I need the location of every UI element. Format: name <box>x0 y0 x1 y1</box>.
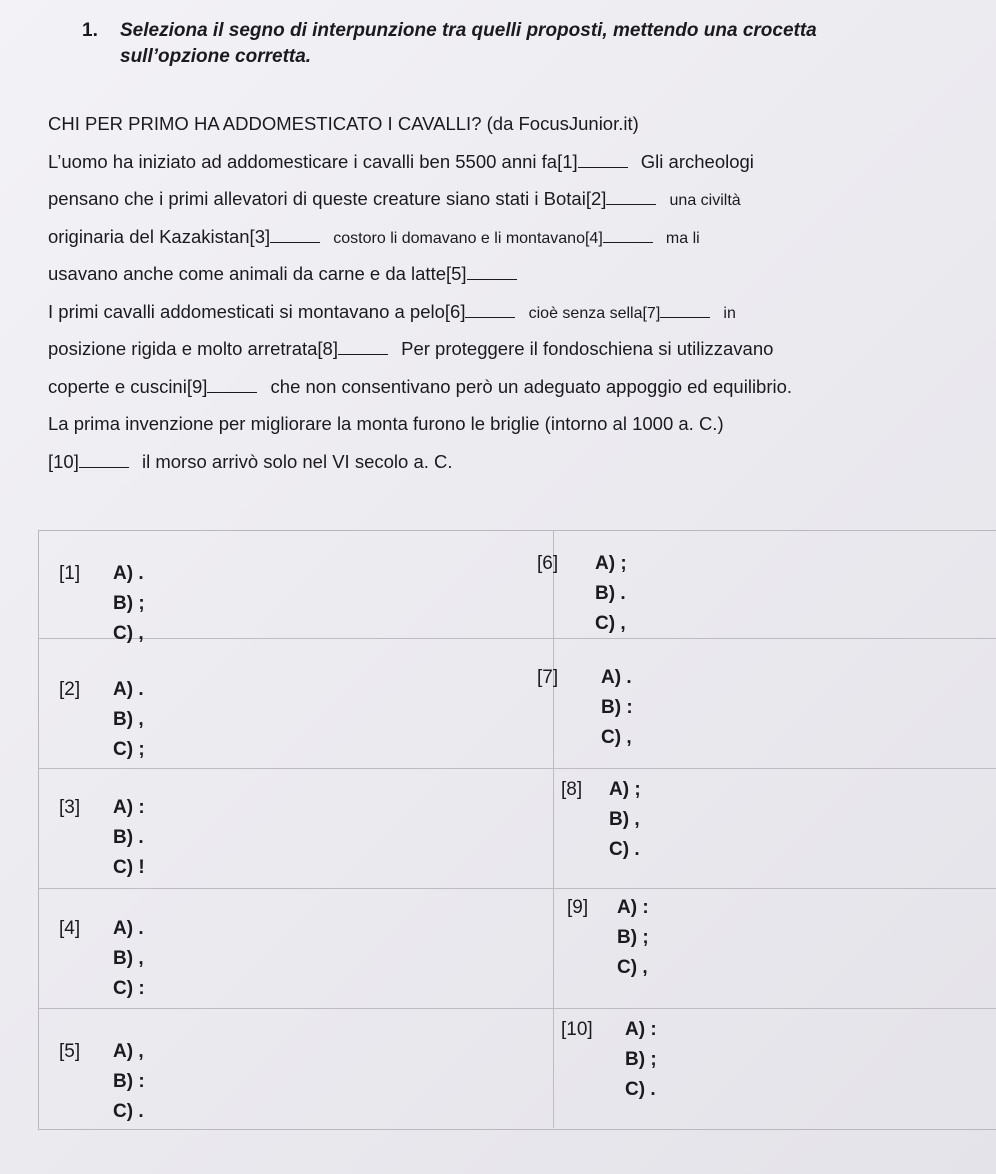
table-row-divider <box>39 768 996 769</box>
option-number: [8] <box>561 779 583 800</box>
option-4-b[interactable]: B) , <box>113 948 144 969</box>
answer-blank-9[interactable] <box>207 378 257 393</box>
answer-blank-8[interactable] <box>338 340 388 355</box>
table-row-divider <box>39 888 996 889</box>
answer-blank-5[interactable] <box>467 265 517 280</box>
passage-line <box>48 148 978 186</box>
passage-text: Gli archeologi <box>640 150 754 172</box>
option-list <box>617 893 649 983</box>
option-number: [9] <box>567 897 589 918</box>
passage-text: originaria del Kazakistan[3] <box>48 225 271 247</box>
passage-line <box>48 223 978 261</box>
passage-text: costoro li domavano e li montavano[4] <box>333 229 603 247</box>
option-10-b[interactable]: B) ; <box>625 1049 657 1070</box>
passage-line <box>48 410 978 448</box>
option-10-c[interactable]: C) . <box>625 1079 656 1100</box>
passage-text: [10] <box>48 450 79 472</box>
passage-text: che non consentivano però un adeguato appoggio ed equilibrio. <box>270 375 793 397</box>
option-list <box>113 559 145 649</box>
question-instruction-line-2: sull’opzione corretta. <box>120 46 312 67</box>
option-1-a[interactable]: A) . <box>113 563 144 584</box>
option-list <box>595 549 627 639</box>
option-3-c[interactable]: C) ! <box>113 857 145 878</box>
option-8-b[interactable]: B) , <box>609 809 640 830</box>
option-2-c[interactable]: C) ; <box>113 739 145 760</box>
passage-line <box>48 298 978 336</box>
option-9-c[interactable]: C) , <box>617 957 648 978</box>
option-6-b[interactable]: B) . <box>595 583 626 604</box>
option-number: [2] <box>59 679 81 700</box>
passage-line <box>48 260 978 298</box>
option-4-c[interactable]: C) : <box>113 978 145 999</box>
passage-text: cioè senza sella[7] <box>528 304 661 322</box>
passage-line <box>48 373 978 411</box>
passage <box>48 110 978 485</box>
table-row-divider <box>39 1008 996 1009</box>
answer-blank-2[interactable] <box>606 190 656 205</box>
option-1-c[interactable]: C) , <box>113 623 144 644</box>
table-column-divider <box>553 531 554 1128</box>
option-9-b[interactable]: B) ; <box>617 927 649 948</box>
option-number: [1] <box>59 563 81 584</box>
passage-text: coperte e cuscini[9] <box>48 375 208 397</box>
passage-text: usavano anche come animali da carne e da latte[5] <box>48 263 467 284</box>
option-6-a[interactable]: A) ; <box>595 553 627 574</box>
table-row-divider <box>39 638 996 639</box>
passage-text: Per proteggere il fondoschiena si utilizzavano <box>401 338 774 359</box>
passage-text: ma li <box>665 229 700 247</box>
option-list <box>113 675 145 765</box>
option-number: [6] <box>537 553 559 574</box>
answer-blank-4[interactable] <box>603 228 653 243</box>
option-7-a[interactable]: A) . <box>601 667 632 688</box>
option-8-c[interactable]: C) . <box>609 839 640 860</box>
option-2-a[interactable]: A) . <box>113 679 144 700</box>
option-list <box>113 914 145 1004</box>
passage-line <box>48 185 978 223</box>
question-number: 1. <box>82 20 98 41</box>
passage-text: L’uomo ha iniziato ad addomesticare i cavalli ben 5500 anni fa[1] <box>48 150 578 172</box>
option-number: [3] <box>59 797 81 818</box>
passage-line <box>48 448 978 486</box>
answer-blank-10[interactable] <box>79 453 129 468</box>
option-number: [5] <box>59 1041 81 1062</box>
option-4-a[interactable]: A) . <box>113 918 144 939</box>
option-6-c[interactable]: C) , <box>595 613 626 634</box>
passage-line <box>48 335 978 373</box>
option-3-b[interactable]: B) . <box>113 827 144 848</box>
passage-text: I primi cavalli addomesticati si montavano a pelo[6] <box>48 300 466 322</box>
option-5-a[interactable]: A) , <box>113 1041 144 1062</box>
passage-text: una civiltà <box>669 192 741 209</box>
option-number: [4] <box>59 918 81 939</box>
answer-blank-1[interactable] <box>578 153 628 168</box>
option-10-a[interactable]: A) : <box>625 1019 657 1040</box>
option-3-a[interactable]: A) : <box>113 797 145 818</box>
option-9-a[interactable]: A) : <box>617 897 649 918</box>
answer-blank-6[interactable] <box>465 303 515 318</box>
option-7-b[interactable]: B) : <box>601 697 633 718</box>
option-number: [7] <box>537 667 559 688</box>
option-7-c[interactable]: C) , <box>601 727 632 748</box>
option-8-a[interactable]: A) ; <box>609 779 641 800</box>
option-list <box>601 663 633 753</box>
passage-text: La prima invenzione per migliorare la monta furono le briglie (intorno al 1000 a. C.) <box>48 413 724 434</box>
passage-text: il morso arrivò solo nel VI secolo a. C. <box>142 450 453 472</box>
option-2-b[interactable]: B) , <box>113 709 144 730</box>
answer-blank-3[interactable] <box>270 228 320 243</box>
option-5-c[interactable]: C) . <box>113 1101 144 1122</box>
option-1-b[interactable]: B) ; <box>113 593 145 614</box>
option-list <box>113 1037 145 1127</box>
option-number: [10] <box>561 1019 593 1040</box>
option-list <box>609 775 641 865</box>
passage-text: in <box>723 304 736 322</box>
option-list <box>113 793 145 883</box>
options-table <box>38 530 996 1130</box>
option-5-b[interactable]: B) : <box>113 1071 145 1092</box>
passage-title: CHI PER PRIMO HA ADDOMESTICATO I CAVALLI? (da FocusJunior.it) <box>48 113 639 134</box>
option-list <box>625 1015 657 1105</box>
question-instruction-line-1: Seleziona il segno di interpunzione tra quelli proposti, mettendo una crocetta <box>120 20 817 41</box>
question-header <box>82 18 966 70</box>
passage-text: posizione rigida e molto arretrata[8] <box>48 338 338 359</box>
passage-text: pensano che i primi allevatori di queste creature siano stati i Botai[2] <box>48 188 607 209</box>
answer-blank-7[interactable] <box>660 303 710 318</box>
